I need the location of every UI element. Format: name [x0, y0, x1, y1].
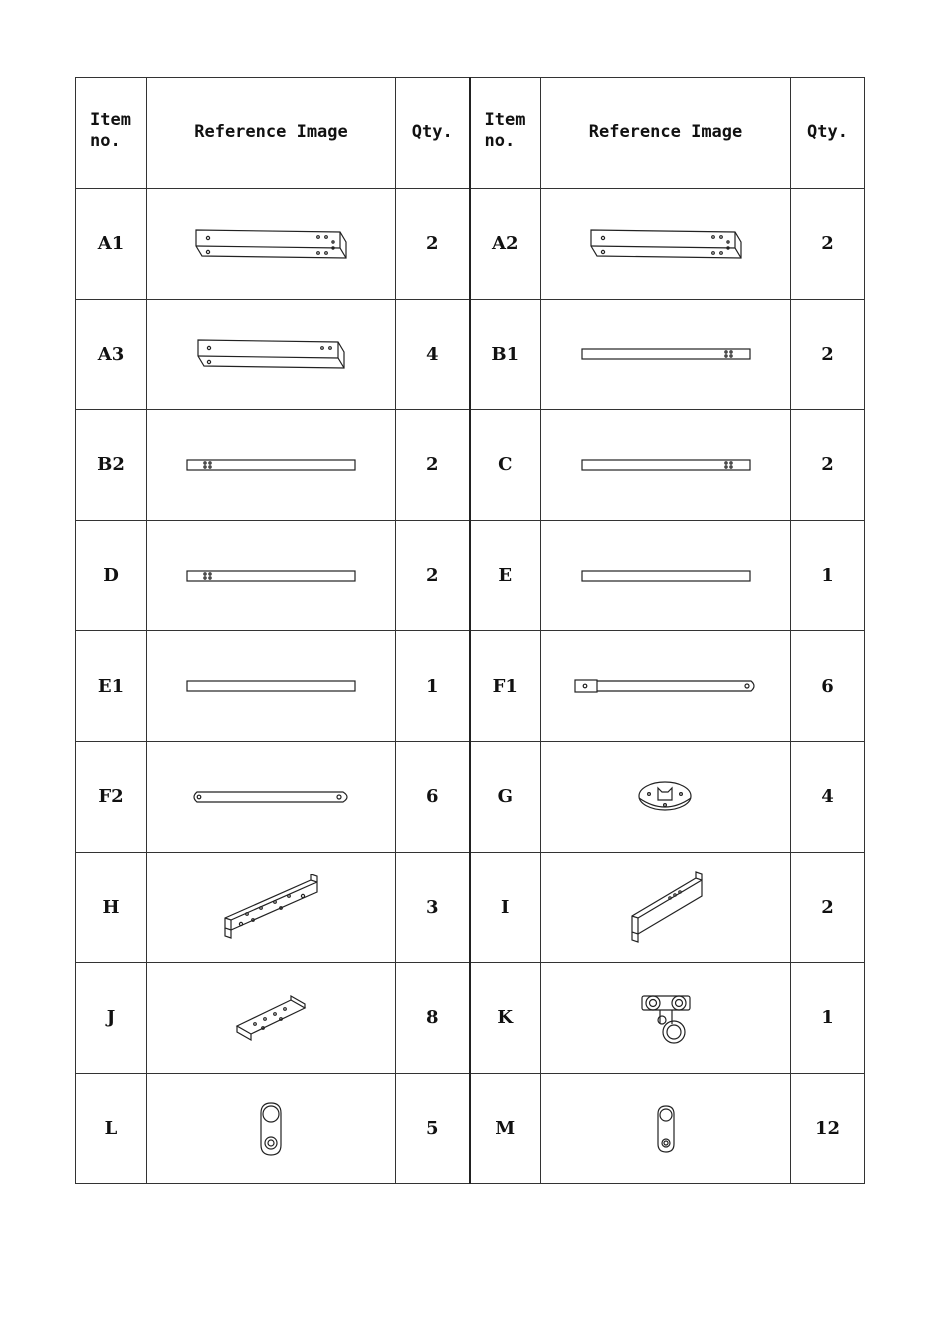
table-row — [76, 189, 865, 300]
flat-bar-plain-icon — [578, 565, 754, 587]
quantity: 12 — [791, 1073, 865, 1184]
quantity: 1 — [791, 520, 865, 631]
table-row — [76, 963, 865, 1074]
table-row — [76, 631, 865, 742]
quantity: 5 — [396, 1073, 470, 1184]
item-number: G — [470, 741, 541, 852]
header-item-no: Item no. — [76, 78, 147, 189]
item-number: H — [76, 852, 147, 963]
header-qty: Qty. — [396, 78, 470, 189]
item-number: F1 — [470, 631, 541, 742]
quantity: 6 — [396, 741, 470, 852]
double-pulley-icon — [638, 990, 694, 1046]
quantity: 8 — [396, 963, 470, 1074]
reference-image — [147, 1073, 396, 1184]
reference-image — [147, 741, 396, 852]
quantity: 3 — [396, 852, 470, 963]
header-qty: Qty. — [791, 78, 865, 189]
reference-image — [541, 741, 791, 852]
parts-table — [75, 77, 865, 1184]
quantity: 4 — [396, 299, 470, 410]
quantity: 2 — [791, 299, 865, 410]
rod-sleeved-icon — [571, 674, 761, 698]
reference-image — [541, 852, 791, 963]
flat-bar-holes-right-icon — [578, 454, 754, 476]
flat-bar-plain-icon — [183, 675, 359, 697]
table-row — [76, 520, 865, 631]
item-number: F2 — [76, 741, 147, 852]
reference-image — [147, 631, 396, 742]
item-number: J — [76, 963, 147, 1074]
quantity: 2 — [396, 189, 470, 300]
header-reference-image: Reference Image — [147, 78, 396, 189]
link-plate-large-icon — [257, 1099, 285, 1159]
item-number: L — [76, 1073, 147, 1184]
item-number: E — [470, 520, 541, 631]
reference-image — [147, 299, 396, 410]
item-number: D — [76, 520, 147, 631]
item-number: K — [470, 963, 541, 1074]
reference-image — [147, 189, 396, 300]
beam-rect-short-icon — [192, 334, 350, 374]
flat-bracket-plate-icon — [233, 994, 309, 1042]
channel-bracket-long-icon — [221, 874, 321, 940]
item-number: A2 — [470, 189, 541, 300]
reference-image — [541, 1073, 791, 1184]
quantity: 2 — [791, 410, 865, 521]
reference-image — [541, 963, 791, 1074]
beam-rect-end-cap-icon — [190, 224, 352, 264]
table-row — [76, 852, 865, 963]
quantity: 1 — [791, 963, 865, 1074]
item-number: E1 — [76, 631, 147, 742]
header-row — [76, 78, 865, 189]
reference-image — [541, 631, 791, 742]
item-number: B2 — [76, 410, 147, 521]
header-item-no: Item no. — [470, 78, 541, 189]
reference-image — [541, 299, 791, 410]
quantity: 1 — [396, 631, 470, 742]
reference-image — [541, 410, 791, 521]
reference-image — [147, 520, 396, 631]
item-number: C — [470, 410, 541, 521]
table-row — [76, 1073, 865, 1184]
reference-image — [147, 852, 396, 963]
quantity: 2 — [396, 410, 470, 521]
quantity: 2 — [791, 189, 865, 300]
table-row — [76, 299, 865, 410]
reference-image — [541, 189, 791, 300]
header-reference-image: Reference Image — [541, 78, 791, 189]
flat-bar-holes-left-icon — [183, 565, 359, 587]
table-row — [76, 410, 865, 521]
item-number: A3 — [76, 299, 147, 410]
quantity: 2 — [396, 520, 470, 631]
quantity: 2 — [791, 852, 865, 963]
table-row — [76, 741, 865, 852]
link-plate-small-icon — [654, 1102, 678, 1156]
flat-bar-holes-left-icon — [183, 454, 359, 476]
channel-bracket-icon — [626, 870, 706, 944]
round-base-plate-icon — [638, 776, 694, 818]
quantity: 6 — [791, 631, 865, 742]
reference-image — [147, 410, 396, 521]
quantity: 4 — [791, 741, 865, 852]
item-number: M — [470, 1073, 541, 1184]
rod-two-holes-icon — [187, 785, 355, 809]
reference-image — [147, 963, 396, 1074]
beam-rect-end-cap-icon — [585, 224, 747, 264]
item-number: B1 — [470, 299, 541, 410]
flat-bar-holes-right-icon — [578, 343, 754, 365]
reference-image — [541, 520, 791, 631]
item-number: I — [470, 852, 541, 963]
item-number: A1 — [76, 189, 147, 300]
